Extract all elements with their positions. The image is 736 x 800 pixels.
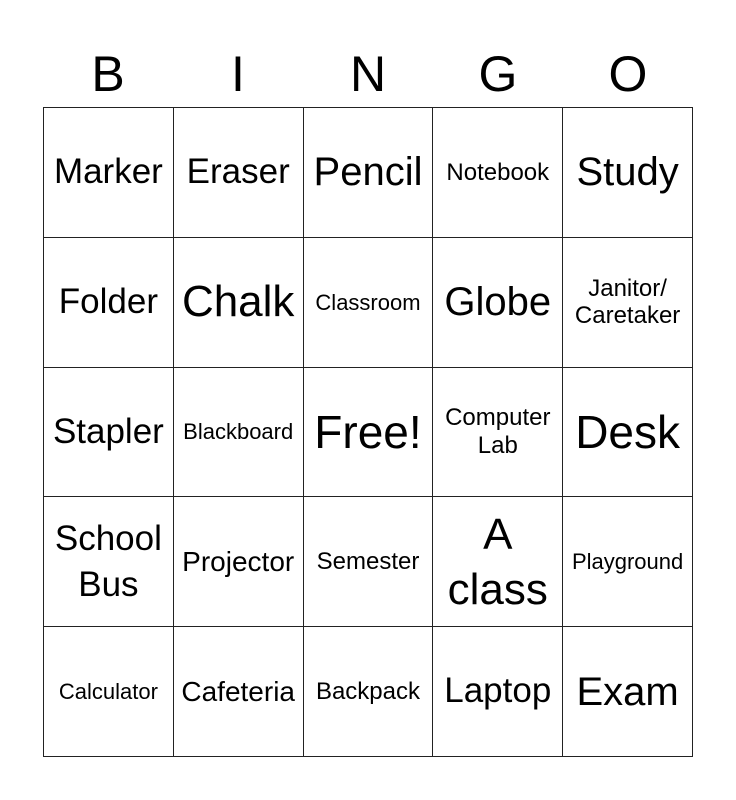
bingo-cell[interactable]: Cafeteria: [174, 627, 304, 757]
bingo-cell[interactable]: Semester: [304, 497, 434, 627]
header-letter-g: G: [478, 46, 518, 102]
bingo-cell[interactable]: Pencil: [304, 108, 434, 238]
bingo-cell[interactable]: A class: [433, 497, 563, 627]
header-letter-n: N: [349, 46, 387, 102]
bingo-cell[interactable]: Computer Lab: [433, 368, 563, 498]
bingo-cell[interactable]: Folder: [44, 238, 174, 368]
bingo-cell[interactable]: Projector: [174, 497, 304, 627]
bingo-grid: [43, 107, 693, 757]
bingo-cell[interactable]: Playground: [563, 497, 693, 627]
header-letter-b: B: [91, 46, 125, 102]
bingo-cell[interactable]: Exam: [563, 627, 693, 757]
bingo-cell[interactable]: Stapler: [44, 368, 174, 498]
bingo-header: [43, 40, 693, 108]
header-letter-o: O: [608, 46, 648, 102]
free-space-cell[interactable]: Free!: [304, 368, 434, 498]
bingo-cell[interactable]: Notebook: [433, 108, 563, 238]
bingo-cell[interactable]: Blackboard: [174, 368, 304, 498]
bingo-cell[interactable]: Laptop: [433, 627, 563, 757]
bingo-cell[interactable]: Marker: [44, 108, 174, 238]
bingo-cell[interactable]: Study: [563, 108, 693, 238]
bingo-cell[interactable]: Eraser: [174, 108, 304, 238]
bingo-cell[interactable]: Janitor/ Caretaker: [563, 238, 693, 368]
bingo-cell[interactable]: Chalk: [174, 238, 304, 368]
bingo-cell[interactable]: School Bus: [44, 497, 174, 627]
bingo-cell[interactable]: Backpack: [304, 627, 434, 757]
bingo-cell[interactable]: Globe: [433, 238, 563, 368]
header-letter-i: I: [231, 46, 245, 102]
bingo-cell[interactable]: Calculator: [44, 627, 174, 757]
bingo-cell[interactable]: Desk: [563, 368, 693, 498]
bingo-cell[interactable]: Classroom: [304, 238, 434, 368]
